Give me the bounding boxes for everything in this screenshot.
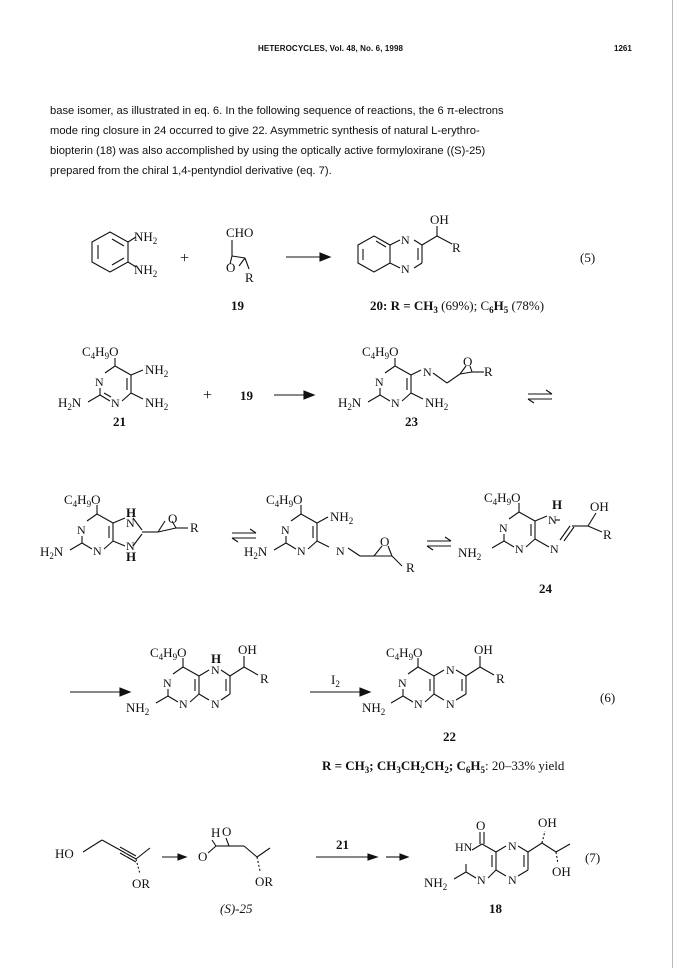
compound-caption: 20: $R = CH_3$ (69%); $C_6H_5$ (78%) [370, 298, 545, 315]
hydrogen-label: H [211, 825, 221, 840]
nitrogen-label: N [515, 542, 524, 556]
amine-label: $NH_2$ [134, 262, 158, 279]
journal-citation: HETEROCYCLES, Vol. 48, No. 6, 1998 [258, 44, 404, 53]
amine-label: $H_2N$ [40, 544, 64, 561]
equilibrium-arrow [528, 390, 552, 403]
carbonyl-oxygen-label: O [476, 818, 486, 833]
nitrogen-label: N [401, 233, 410, 247]
nitrogen-label: N [508, 873, 517, 887]
reagent-number: 21 [336, 837, 349, 852]
paragraph-line-3: biopterin (18) was also accomplished by using the optically active formyloxirane ((S)-25) [50, 145, 486, 157]
amine-label: $H_2N$ [58, 395, 82, 412]
nitrogen-label: N [93, 544, 102, 558]
nitrogen-label: N [391, 396, 400, 410]
hydroxyl-label: OH [474, 642, 493, 657]
plus-sign: + [203, 387, 213, 404]
pentyndiol-structure [83, 840, 150, 874]
r-group-label: R [406, 560, 415, 575]
compound-number: 22 [443, 729, 456, 744]
butoxy-label: $C_4H_9O$ [82, 344, 119, 361]
nitrogen-label: N [297, 544, 306, 558]
nitrogen-label: N [281, 523, 290, 537]
compound-number: (S)-25 [220, 901, 253, 916]
amine-label: $NH_2$ [145, 395, 169, 412]
formyloxirane-chiral-structure [208, 838, 270, 871]
compound-number: 23 [405, 414, 418, 429]
amine-label: $NH_2$ [330, 509, 354, 526]
equilibrium-arrow [427, 537, 451, 550]
r-group-label: R [190, 520, 199, 535]
hydroxyl-label: OH [590, 499, 609, 514]
butoxy-label: $C_4H_9O$ [362, 344, 399, 361]
hydrogen-label: H [126, 549, 137, 564]
nitrogen-label: N [446, 663, 455, 677]
hydroxyl-label: OH [430, 212, 449, 227]
nitrogen-label: N [375, 375, 384, 389]
hydroxyl-label: OH [238, 642, 257, 657]
oxygen-label: O [226, 260, 236, 275]
compound-number: 24 [539, 581, 552, 596]
hydrogen-label: H [211, 651, 222, 666]
r-group-label: R [452, 240, 461, 255]
equation-number: (5) [580, 250, 596, 265]
amine-label: $H_2N$ [244, 544, 268, 561]
nitrogen-label: N [499, 521, 508, 535]
ether-label: OR [132, 876, 151, 891]
hydrogen-label: H [552, 497, 563, 512]
oxygen-label: O [168, 511, 178, 526]
nitrogen-label: N [548, 513, 557, 527]
r-definition: $R = CH_3$; $CH_3CH_2CH_2$; $C_6H_5$: 20–33% yield [322, 758, 565, 775]
nitrogen-label: N [398, 676, 407, 690]
r-group-label: R [484, 364, 493, 379]
equation-number: (6) [600, 690, 616, 705]
amine-label: $H_2N$ [338, 395, 362, 412]
ether-label: OR [255, 874, 274, 889]
reagent-number: 19 [240, 388, 253, 403]
nitrogen-label: N [508, 839, 517, 853]
equation-number: (7) [585, 850, 601, 865]
oxygen-label: O [380, 534, 390, 549]
page-number: 1261 [614, 44, 632, 53]
nitrogen-label: N [179, 697, 188, 711]
nitrogen-label: N [163, 676, 172, 690]
paragraph-line-4: prepared from the chiral 1,4-pentyndiol derivative (eq. 7). [50, 165, 332, 177]
phenylenediamine-structure [92, 232, 136, 272]
hydrogen-label: H [126, 505, 137, 520]
oxygen-label: O [222, 824, 232, 839]
paragraph-line-1: base isomer, as illustrated in eq. 6. In the following sequence of reactions, the 6 π-electrons [50, 105, 504, 117]
compound-number: 18 [489, 901, 502, 916]
nitrogen-label: N [126, 539, 135, 553]
equilibrium-arrow [232, 529, 256, 542]
r-group-label: R [260, 671, 269, 686]
butoxy-label: $C_4H_9O$ [150, 645, 187, 662]
nitrogen-label: N [401, 262, 410, 276]
aminovinyl-pyrimidine-structure [492, 503, 602, 548]
amine-label: $NH_2$ [134, 229, 158, 246]
hydroxyl-label: OH [552, 864, 571, 879]
butoxy-label: $C_4H_9O$ [386, 645, 423, 662]
plus-sign: + [180, 250, 190, 267]
oxygen-label: O [198, 849, 208, 864]
butoxy-label: $C_4H_9O$ [484, 490, 521, 507]
iodine-reagent: $I_2$ [331, 672, 340, 689]
r-group-label: R [245, 270, 254, 285]
butoxy-label: $C_4H_9O$ [64, 492, 101, 509]
paragraph-line-2: mode ring closure in 24 occurred to give 22. Asymmetric synthesis of natural L-erythro- [50, 125, 480, 137]
nitrogen-label: N [550, 542, 559, 556]
amine-label: $NH_2$ [126, 700, 150, 717]
amine-label: $NH_2$ [424, 875, 448, 892]
nitrogen-label: N [336, 544, 345, 558]
nitrogen-label: N [414, 697, 423, 711]
nitrogen-label: N [211, 697, 220, 711]
nitrogen-label: N [446, 697, 455, 711]
amide-label: HN [455, 840, 473, 854]
oxygen-label: O [463, 354, 473, 369]
amine-label: $NH_2$ [458, 545, 482, 562]
nitrogen-label: N [95, 375, 104, 389]
nitrogen-label: N [477, 873, 486, 887]
butoxy-label: $C_4H_9O$ [266, 492, 303, 509]
r-group-label: R [603, 527, 612, 542]
aldehyde-label: CHO [226, 225, 254, 240]
compound-number: 19 [231, 298, 244, 313]
nitrogen-label: N [126, 516, 135, 530]
nitrogen-label: N [423, 365, 432, 379]
amine-label: $NH_2$ [362, 700, 386, 717]
nitrogen-label: N [111, 396, 120, 410]
hydroxyl-label: OH [538, 815, 557, 830]
hydroxyl-label: HO [55, 846, 74, 861]
amine-label: $NH_2$ [145, 362, 169, 379]
r-group-label: R [496, 671, 505, 686]
nitrogen-label: N [77, 523, 86, 537]
compound-number: 21 [113, 414, 126, 429]
nitrogen-label: N [211, 663, 220, 677]
amine-label: $NH_2$ [425, 395, 449, 412]
